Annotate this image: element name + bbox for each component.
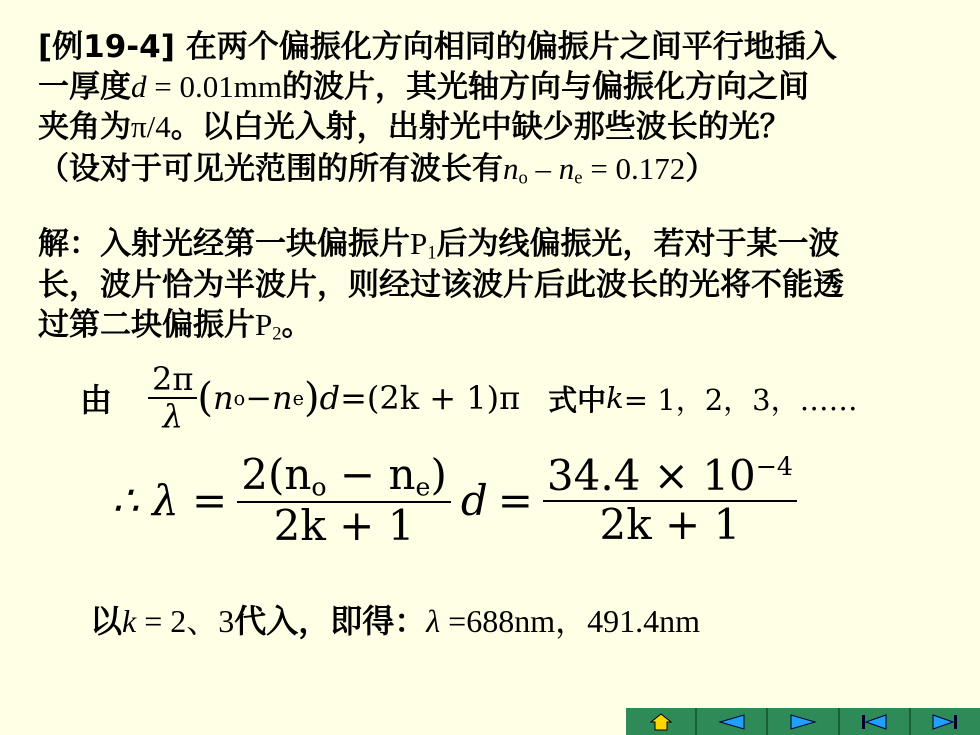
home-button[interactable] <box>626 708 695 735</box>
lambda-fraction: $\frac{2(n_o - n_e)}{2k + 1}$ <box>237 452 451 549</box>
next-page-button[interactable] <box>766 708 837 735</box>
problem-line-1: [例19-4] 在两个偏振化方向相同的偏振片之间平行地插入 <box>38 29 837 65</box>
numeric-fraction: $\frac{34.4 \times 10^{-4}}{2k + 1}$ <box>543 453 797 547</box>
equation-1: 由 $\frac{2\pi}{\lambda}$ ( n o − n e ) d = (2k + 1)π 式中 k = 1，2，3，…… <box>80 360 858 436</box>
two-pi-over-lambda: $\frac{2\pi}{\lambda}$ <box>148 362 197 434</box>
problem-line-3: 夹角为π/4。以白光入射，出射光中缺少那些波长的光？ <box>38 109 791 145</box>
equation-2: ∴ λ = $\frac{2(n_o - n_e)}{2k + 1}$ d = $\frac{34.4 \times 10^{-4}}{2k + 1}$ <box>112 452 797 549</box>
last-page-icon <box>931 714 959 730</box>
prev-page-button[interactable] <box>695 708 766 735</box>
result-line: 以k = 2、3代入，即得：λ =688nm，491.4nm <box>90 602 700 640</box>
solution-line-1: 解：入射光经第一块偏振片$P_1$后为线偏振光，若对于某一波 <box>38 226 840 264</box>
example-tag: [例19-4] <box>38 29 175 65</box>
slide-navigation-bar <box>626 708 980 735</box>
problem-line-4: （设对于可见光范围的所有波长有$n_o - n_e = 0.172$） <box>38 151 717 189</box>
solution-line-2: 长，波片恰为半波片，则经过该波片后此波长的光将不能透 <box>38 267 844 303</box>
home-icon <box>650 713 672 731</box>
problem-line-2: 一厚度d = 0.01mm的波片，其光轴方向与偏振化方向之间 <box>38 69 809 105</box>
prev-arrow-icon <box>718 714 746 730</box>
solution-line-3: 过第二块偏振片$P_2$。 <box>38 307 313 345</box>
first-page-button[interactable] <box>838 708 909 735</box>
last-page-button[interactable] <box>909 708 980 735</box>
first-page-icon <box>860 714 888 730</box>
next-arrow-icon <box>789 714 817 730</box>
